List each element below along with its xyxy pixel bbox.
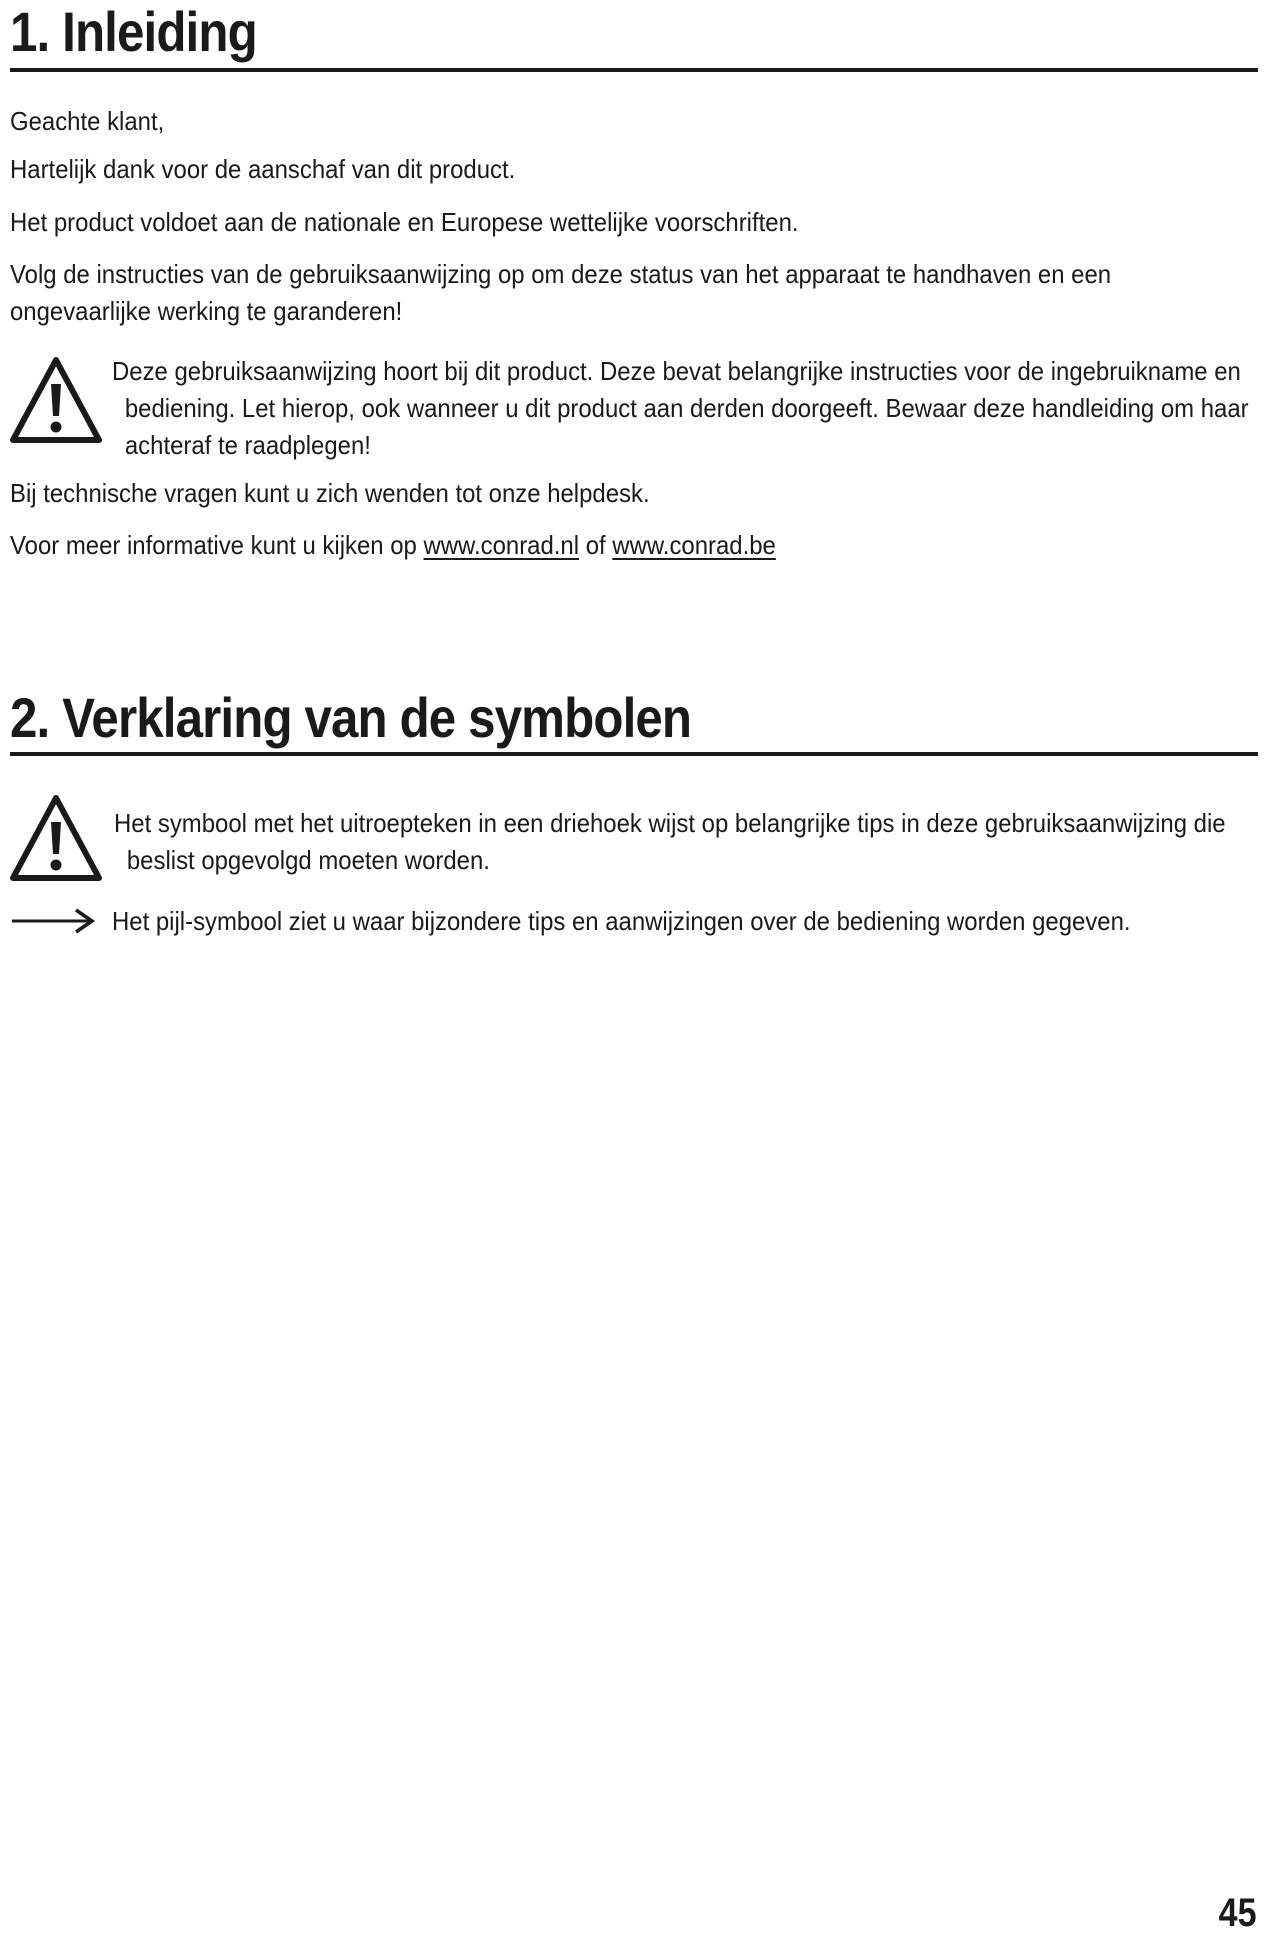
warning-triangle-icon [10,794,102,882]
warning-symbol-explanation [114,805,1264,879]
warning-note-1-rest: bediening. Let hierop, ook wanneer u dit product aan derden doorgeeft. Bewaar deze handleiding om haar achteraf te raadplegen! [124,393,1249,460]
section-2-rule [10,752,1258,756]
section-1-rule [10,68,1258,72]
warning-symbol-line1: Het symbool met het uitroepteken in een driehoek wijst op belangrijke tips in deze gebruiksaanwijzing die [114,808,1226,838]
instructions-text: Volg de instructies van de gebruiksaanwijzing op om deze status van het apparaat te handhaven en een ongevaarlijke werking te garanderen! [10,259,1112,326]
arrow-symbol-text: Het pijl-symbool ziet u waar bijzondere tips en aanwijzingen over de bediening worden gegeven. [112,906,1131,936]
info-prefix: Voor meer informative kunt u kijken op [10,530,424,560]
compliance-text: Het product voldoet aan de nationale en Europese wettelijke voorschriften. [10,207,799,237]
arrow-symbol-explanation [112,903,1262,940]
info-mid: of [579,530,613,560]
link-conrad-nl[interactable]: www.conrad.nl [423,530,580,560]
warning-triangle-icon [10,356,102,444]
info-line [10,527,1160,564]
greeting: Geachte klant, [10,106,165,136]
section-1-title: 1. Inleiding [10,0,257,63]
page-number: 45 [1218,1891,1256,1935]
warning-symbol-rest: beslist opgevolgd moeten worden. [126,845,490,875]
warning-note-1 [112,353,1262,464]
arrow-right-icon [10,906,96,936]
link-conrad-be[interactable]: www.conrad.be [612,530,776,560]
section-2-title: 2. Verklaring van de symbolen [10,686,692,749]
helpdesk-text: Bij technische vragen kunt u zich wenden tot onze helpdesk. [10,478,650,508]
thanks-text: Hartelijk dank voor de aanschaf van dit product. [10,154,516,184]
warning-note-1-line1: Deze gebruiksaanwijzing hoort bij dit product. Deze bevat belangrijke instructies voor de ingebruikname en [112,356,1241,386]
